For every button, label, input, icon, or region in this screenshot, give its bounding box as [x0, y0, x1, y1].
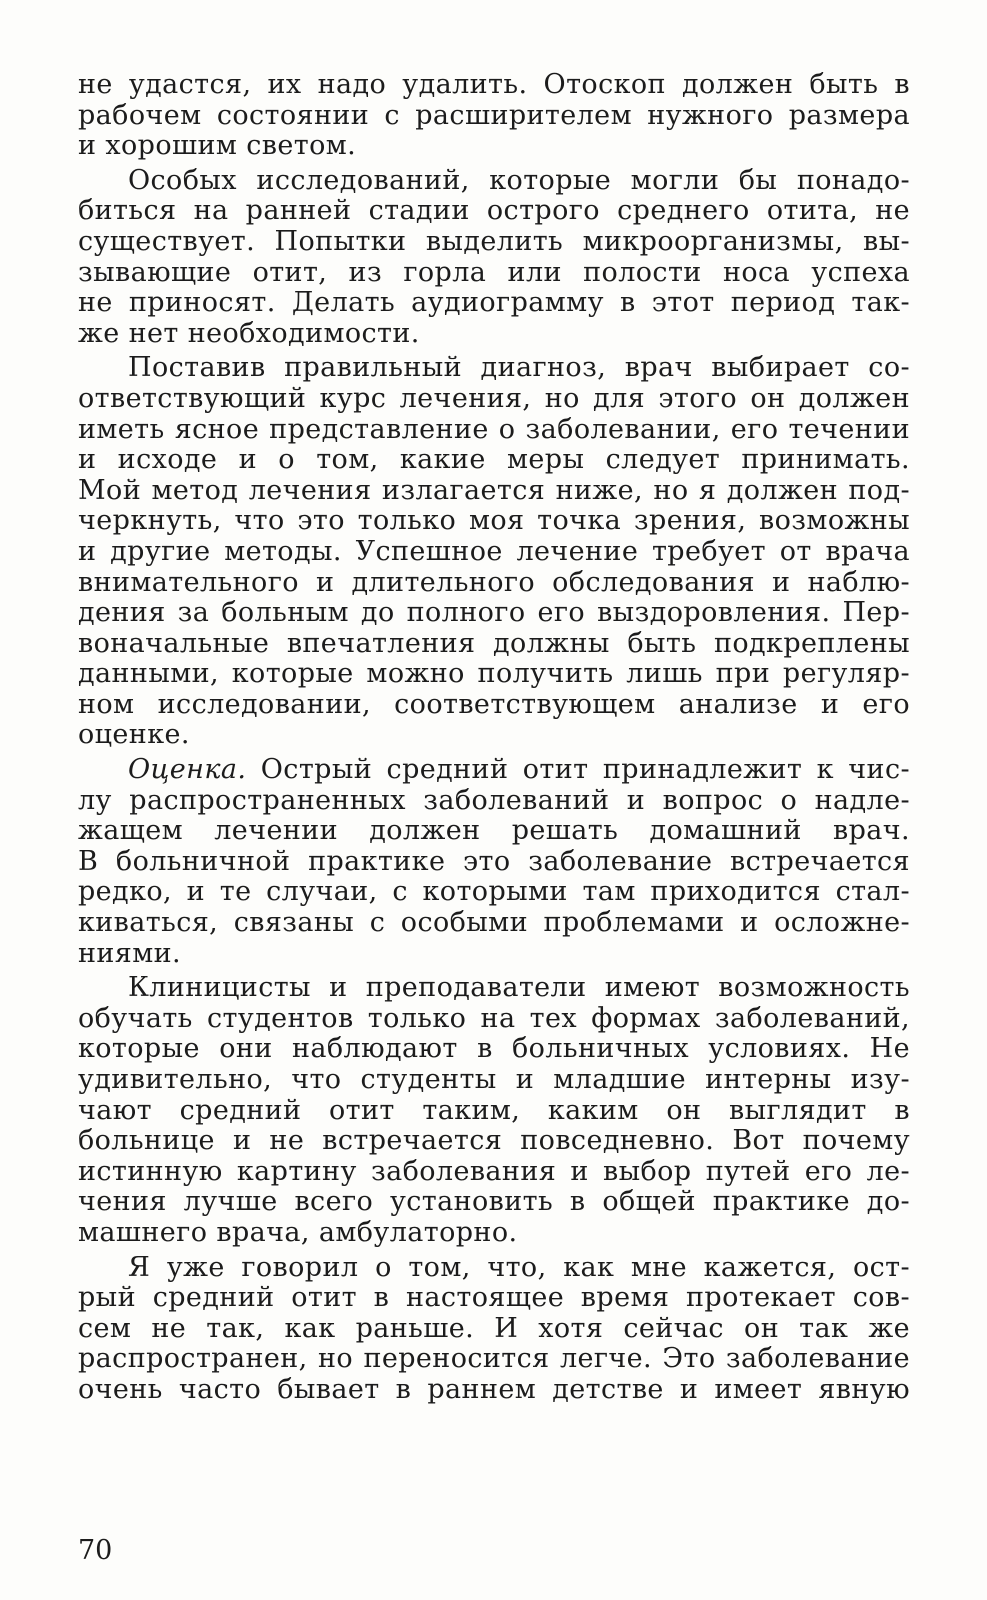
text-line: которые они наблюдают в больничных условиях. Не — [78, 1033, 910, 1065]
text-line: машнего врача, амбулаторно. — [78, 1216, 518, 1248]
text-line: рый средний отит в настоящее время протекает сов- — [78, 1282, 910, 1314]
text-line: Поставив правильный диагноз, врач выбирает со- — [128, 352, 910, 384]
text-line: сем не так, как раньше. И хотя сейчас он так же — [78, 1312, 910, 1344]
text-line: воначальные впечатления должны быть подкреплены — [78, 627, 910, 659]
text-line: чения лучше всего установить в общей практике до- — [78, 1186, 910, 1218]
text-line: Мой метод лечения излагается ниже, но я должен под- — [78, 474, 910, 506]
page-body-text — [78, 70, 910, 1406]
text-line: и хорошим светом. — [78, 130, 357, 162]
text-line: киваться, связаны с особыми проблемами и осложне- — [78, 907, 910, 939]
section-lead-in: Оценка. — [128, 754, 247, 786]
text-line: ном исследовании, соответствующем анализе и его — [78, 688, 910, 720]
text-line: черкнуть, что это только моя точка зрения, возможны — [78, 505, 910, 537]
text-line: очень часто бывает в раннем детстве и имеет явную — [78, 1373, 910, 1405]
text-line: существует. Попытки выделить микроорганизмы, вы- — [78, 225, 910, 257]
text-line-rest: Острый средний отит принадлежит к чис- — [246, 754, 910, 786]
text-line: внимательного и длительного обследования и наблю- — [78, 566, 910, 598]
text-line: не приносят. Делать аудиограмму в этот период так- — [78, 287, 910, 319]
text-line: лу распространенных заболеваний и вопрос о надле- — [78, 784, 910, 816]
text-line: же нет необходимости. — [78, 317, 420, 349]
text-line: и другие методы. Успешное лечение требует от врача — [78, 535, 910, 567]
text-line: оценке. — [78, 719, 190, 751]
text-line: дения за больным до полного его выздоровления. Пер- — [78, 597, 910, 629]
text-line: зывающие отит, из горла или полости носа успеха — [78, 256, 910, 288]
text-line: обучать студентов только на тех формах заболеваний, — [78, 1002, 910, 1034]
text-line: В больничной практике это заболевание встречается — [78, 845, 910, 877]
text-line: Клиницисты и преподаватели имеют возможность — [128, 972, 910, 1004]
text-line: ответствующий курс лечения, но для этого он должен — [78, 382, 910, 414]
text-line: распространен, но переносится легче. Это заболевание — [78, 1343, 910, 1375]
text-line: редко, и те случаи, с которыми там приходится стал- — [78, 876, 910, 908]
text-line: удивительно, что студенты и младшие интерны изу- — [78, 1064, 910, 1095]
text-line: данными, которые можно получить лишь при регуляр- — [78, 658, 910, 690]
text-line: ниями. — [78, 937, 182, 969]
text-line: Особых исследований, которые могли бы понадо- — [128, 164, 910, 196]
text-line: рабочем состоянии с расширителем нужного размера — [78, 99, 910, 131]
text-line: биться на ранней стадии острого среднего отита, не — [78, 195, 910, 227]
text-line: больнице и не встречается повседневно. Вот почему — [78, 1125, 910, 1157]
text-line: чают средний отит таким, каким он выглядит в — [78, 1094, 910, 1126]
text-line: Я уже говорил о том, что, как мне кажется, ост- — [128, 1251, 910, 1283]
text-line: иметь ясное представление о заболевании, его течении — [78, 413, 910, 445]
page-number: 70 — [78, 1535, 113, 1566]
text-line: истинную картину заболевания и выбор путей его ле- — [78, 1155, 910, 1187]
text-line: не удастся, их надо удалить. Отоскоп должен быть в — [78, 69, 910, 100]
text-line — [78, 755, 910, 786]
text-line: жащем лечении должен решать домашний врач. — [78, 815, 910, 847]
text-line: и исходе и о том, какие меры следует принимать. — [78, 444, 910, 476]
